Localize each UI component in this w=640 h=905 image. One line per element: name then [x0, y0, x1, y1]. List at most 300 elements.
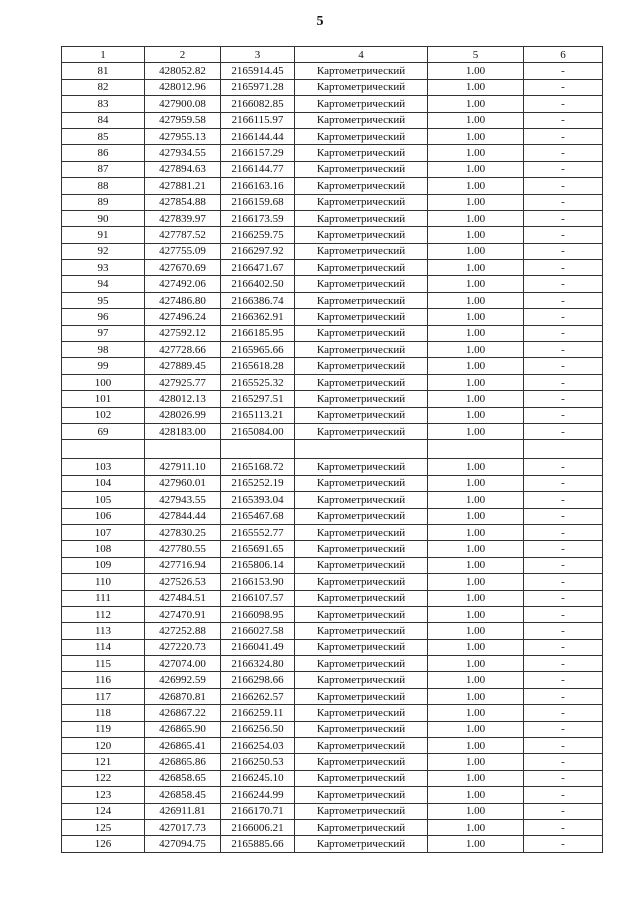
table-cell: -	[524, 112, 603, 128]
table-cell: 2166144.44	[221, 128, 295, 144]
table-row	[62, 688, 603, 704]
table-cell: -	[524, 260, 603, 276]
column-header: 4	[295, 47, 428, 63]
table-cell: 2166254.03	[221, 738, 295, 754]
table-cell: Картометрический	[295, 492, 428, 508]
table-cell: Картометрический	[295, 96, 428, 112]
table-cell	[295, 440, 428, 459]
table-cell: 2166324.80	[221, 656, 295, 672]
table-cell: 2166159.68	[221, 194, 295, 210]
table-cell: 1.00	[428, 325, 524, 341]
table-row	[62, 705, 603, 721]
table-row	[62, 210, 603, 226]
table-cell: 1.00	[428, 639, 524, 655]
table-cell: 427894.63	[145, 161, 221, 177]
table-cell: Картометрический	[295, 276, 428, 292]
table-cell: Картометрический	[295, 606, 428, 622]
table-cell: 1.00	[428, 391, 524, 407]
table-cell: -	[524, 721, 603, 737]
table-cell: 88	[62, 178, 145, 194]
table-cell: 1.00	[428, 606, 524, 622]
column-header: 1	[62, 47, 145, 63]
table-cell: 426858.45	[145, 787, 221, 803]
table-cell: 427844.44	[145, 508, 221, 524]
table-cell: Картометрический	[295, 705, 428, 721]
table-cell: Картометрический	[295, 754, 428, 770]
table-cell: 2165525.32	[221, 374, 295, 390]
table-cell: Картометрический	[295, 161, 428, 177]
table-cell	[428, 440, 524, 459]
table-cell: -	[524, 557, 603, 573]
table-row	[62, 112, 603, 128]
table-cell: 2166259.75	[221, 227, 295, 243]
table-cell: Картометрический	[295, 508, 428, 524]
table-cell: Картометрический	[295, 524, 428, 540]
table-cell: 2166362.91	[221, 309, 295, 325]
table-cell: 427830.25	[145, 524, 221, 540]
table-cell: Картометрический	[295, 836, 428, 852]
table-cell: 2165806.14	[221, 557, 295, 573]
table-cell: 1.00	[428, 688, 524, 704]
table-cell: 1.00	[428, 112, 524, 128]
table-cell: 104	[62, 475, 145, 491]
table-row	[62, 276, 603, 292]
table-cell: 1.00	[428, 423, 524, 439]
table-cell: 1.00	[428, 738, 524, 754]
table-row	[62, 128, 603, 144]
table-cell: 1.00	[428, 210, 524, 226]
table-row	[62, 358, 603, 374]
table-row	[62, 787, 603, 803]
table-cell: 82	[62, 79, 145, 95]
table-cell: 1.00	[428, 557, 524, 573]
table-cell: 2166163.16	[221, 178, 295, 194]
table-cell: -	[524, 672, 603, 688]
table-row	[62, 508, 603, 524]
table-cell: 427787.52	[145, 227, 221, 243]
table-cell: 1.00	[428, 524, 524, 540]
table-cell: 92	[62, 243, 145, 259]
table-cell: 2166170.71	[221, 803, 295, 819]
table-cell: 118	[62, 705, 145, 721]
table-cell: Картометрический	[295, 541, 428, 557]
table-cell: Картометрический	[295, 672, 428, 688]
table-cell: 2165084.00	[221, 423, 295, 439]
table-row	[62, 325, 603, 341]
table-row	[62, 819, 603, 835]
table-cell: Картометрический	[295, 475, 428, 491]
table-cell: Картометрический	[295, 656, 428, 672]
table-cell: -	[524, 128, 603, 144]
table-cell: 1.00	[428, 407, 524, 423]
table-cell: -	[524, 606, 603, 622]
table-cell: 2165885.66	[221, 836, 295, 852]
table-row	[62, 738, 603, 754]
table-cell: Картометрический	[295, 557, 428, 573]
table-cell: 427017.73	[145, 819, 221, 835]
table-cell: -	[524, 325, 603, 341]
table-cell: 2165691.65	[221, 541, 295, 557]
table-cell: Картометрический	[295, 260, 428, 276]
table-cell: 2165467.68	[221, 508, 295, 524]
table-cell: 124	[62, 803, 145, 819]
table-cell: 106	[62, 508, 145, 524]
table-cell: 126	[62, 836, 145, 852]
table-cell: 1.00	[428, 227, 524, 243]
table-cell: Картометрический	[295, 63, 428, 79]
coordinates-table	[61, 46, 603, 853]
table-cell: -	[524, 705, 603, 721]
table-cell: 1.00	[428, 79, 524, 95]
table-cell: 427780.55	[145, 541, 221, 557]
table-row	[62, 309, 603, 325]
table-cell: -	[524, 787, 603, 803]
table-row	[62, 342, 603, 358]
table-cell: -	[524, 836, 603, 852]
table-cell: 2165252.19	[221, 475, 295, 491]
table-cell: -	[524, 342, 603, 358]
table-cell: Картометрический	[295, 325, 428, 341]
table-cell: -	[524, 524, 603, 540]
table-header-row	[62, 47, 603, 63]
table-cell: Картометрический	[295, 227, 428, 243]
table-cell: -	[524, 309, 603, 325]
table-cell: -	[524, 63, 603, 79]
table-cell: 1.00	[428, 803, 524, 819]
table-cell: 1.00	[428, 770, 524, 786]
table-row	[62, 407, 603, 423]
table-cell: 1.00	[428, 459, 524, 475]
table-cell: 427470.91	[145, 606, 221, 622]
table-cell: 1.00	[428, 508, 524, 524]
table-cell: 101	[62, 391, 145, 407]
table-row	[62, 260, 603, 276]
table-cell: 2166006.21	[221, 819, 295, 835]
table-cell: -	[524, 276, 603, 292]
table-cell: 426992.59	[145, 672, 221, 688]
table-cell: 427496.24	[145, 309, 221, 325]
table-row	[62, 423, 603, 439]
table-cell: 83	[62, 96, 145, 112]
table-cell: 120	[62, 738, 145, 754]
table-row	[62, 606, 603, 622]
table-cell: 426865.86	[145, 754, 221, 770]
table-cell: 427492.06	[145, 276, 221, 292]
table-cell: Картометрический	[295, 391, 428, 407]
table-cell: 113	[62, 623, 145, 639]
table-cell: 1.00	[428, 705, 524, 721]
table-row	[62, 227, 603, 243]
table-row	[62, 374, 603, 390]
table-cell: -	[524, 656, 603, 672]
table-cell: 103	[62, 459, 145, 475]
table-cell: 428052.82	[145, 63, 221, 79]
table-cell: 1.00	[428, 243, 524, 259]
table-cell: -	[524, 292, 603, 308]
table-cell: Картометрический	[295, 423, 428, 439]
table-cell: 427486.80	[145, 292, 221, 308]
table-cell: 2166262.57	[221, 688, 295, 704]
table-cell: -	[524, 754, 603, 770]
table-cell: 428026.99	[145, 407, 221, 423]
table-cell: -	[524, 178, 603, 194]
table-cell: Картометрический	[295, 721, 428, 737]
table-cell: -	[524, 541, 603, 557]
table-cell: 1.00	[428, 787, 524, 803]
table-cell: Картометрический	[295, 819, 428, 835]
table-cell: 427960.01	[145, 475, 221, 491]
table-cell: -	[524, 574, 603, 590]
table-cell: 69	[62, 423, 145, 439]
table-cell: 1.00	[428, 178, 524, 194]
table-cell: 2166244.99	[221, 787, 295, 803]
table-cell: 2165914.45	[221, 63, 295, 79]
table-cell: 2166256.50	[221, 721, 295, 737]
table-cell	[62, 440, 145, 459]
table-cell: -	[524, 688, 603, 704]
table-cell: 427755.09	[145, 243, 221, 259]
table-cell: 1.00	[428, 194, 524, 210]
table-cell: Картометрический	[295, 590, 428, 606]
table-cell: 2166250.53	[221, 754, 295, 770]
table-cell: 115	[62, 656, 145, 672]
table-cell: 98	[62, 342, 145, 358]
table-cell: 84	[62, 112, 145, 128]
table-cell: Картометрический	[295, 128, 428, 144]
table-cell: 427889.45	[145, 358, 221, 374]
table-row	[62, 541, 603, 557]
table-cell: 107	[62, 524, 145, 540]
table-cell: -	[524, 79, 603, 95]
table-cell: 2166471.67	[221, 260, 295, 276]
table-cell: Картометрический	[295, 688, 428, 704]
table-cell: 1.00	[428, 342, 524, 358]
table-cell: 94	[62, 276, 145, 292]
table-cell: 1.00	[428, 96, 524, 112]
table-cell: 1.00	[428, 492, 524, 508]
table-cell: -	[524, 639, 603, 655]
table-row	[62, 590, 603, 606]
table-cell: -	[524, 243, 603, 259]
table-cell: -	[524, 407, 603, 423]
table-cell: 426867.22	[145, 705, 221, 721]
table-row	[62, 63, 603, 79]
table-cell: Картометрический	[295, 374, 428, 390]
table-cell: 1.00	[428, 836, 524, 852]
table-cell: 1.00	[428, 358, 524, 374]
table-cell: 1.00	[428, 63, 524, 79]
table-cell: 2166297.92	[221, 243, 295, 259]
table-cell: 1.00	[428, 475, 524, 491]
table-cell: -	[524, 145, 603, 161]
table-cell: 2166173.59	[221, 210, 295, 226]
table-row	[62, 194, 603, 210]
table-cell: 426865.90	[145, 721, 221, 737]
table-cell: 105	[62, 492, 145, 508]
column-header: 5	[428, 47, 524, 63]
table-cell: 427943.55	[145, 492, 221, 508]
table-cell: -	[524, 227, 603, 243]
table-cell: -	[524, 161, 603, 177]
table-cell: 2166259.11	[221, 705, 295, 721]
table-cell: -	[524, 492, 603, 508]
table-cell: Картометрический	[295, 243, 428, 259]
table-cell: 428012.96	[145, 79, 221, 95]
table-cell: -	[524, 210, 603, 226]
table-cell: Картометрический	[295, 358, 428, 374]
table-cell: 1.00	[428, 292, 524, 308]
table-cell: Картометрический	[295, 292, 428, 308]
table-row	[62, 803, 603, 819]
table-cell: 2166157.29	[221, 145, 295, 161]
table-cell: 89	[62, 194, 145, 210]
table-cell: 427881.21	[145, 178, 221, 194]
table-row	[62, 836, 603, 852]
table-cell: 1.00	[428, 260, 524, 276]
table-cell: 427526.53	[145, 574, 221, 590]
table-cell: 119	[62, 721, 145, 737]
column-header: 3	[221, 47, 295, 63]
table-cell: 1.00	[428, 145, 524, 161]
table-row	[62, 672, 603, 688]
table-cell: Картометрический	[295, 787, 428, 803]
table-cell: Картометрический	[295, 145, 428, 161]
table-cell: 2166402.50	[221, 276, 295, 292]
table-cell: 2165965.66	[221, 342, 295, 358]
table-cell: 426858.65	[145, 770, 221, 786]
table-cell: 108	[62, 541, 145, 557]
table-cell: 1.00	[428, 128, 524, 144]
table-cell: 2165168.72	[221, 459, 295, 475]
table-cell: -	[524, 391, 603, 407]
column-header: 6	[524, 47, 603, 63]
table-cell: 2166082.85	[221, 96, 295, 112]
table-cell: 1.00	[428, 590, 524, 606]
table-cell: 2166027.58	[221, 623, 295, 639]
table-cell: 99	[62, 358, 145, 374]
table-row	[62, 557, 603, 573]
table-cell: 122	[62, 770, 145, 786]
table-cell: 426911.81	[145, 803, 221, 819]
table-cell: 427220.73	[145, 639, 221, 655]
table-cell: 1.00	[428, 574, 524, 590]
table-cell: 2165297.51	[221, 391, 295, 407]
table-cell: 1.00	[428, 656, 524, 672]
table-cell: -	[524, 358, 603, 374]
table-cell: 2165393.04	[221, 492, 295, 508]
table-cell: -	[524, 459, 603, 475]
table-row	[62, 754, 603, 770]
column-header: 2	[145, 47, 221, 63]
table-cell: 2166144.77	[221, 161, 295, 177]
table-row	[62, 161, 603, 177]
table-cell: 1.00	[428, 374, 524, 390]
table-cell: -	[524, 623, 603, 639]
table-cell: 97	[62, 325, 145, 341]
table-row	[62, 623, 603, 639]
table-cell: 427900.08	[145, 96, 221, 112]
table-cell: Картометрический	[295, 770, 428, 786]
table-cell: 2165552.77	[221, 524, 295, 540]
table-cell: Картометрический	[295, 210, 428, 226]
table-cell: 428183.00	[145, 423, 221, 439]
table-cell: 427839.97	[145, 210, 221, 226]
table-cell: 1.00	[428, 541, 524, 557]
table-cell: 427959.58	[145, 112, 221, 128]
table-cell: 2166098.95	[221, 606, 295, 622]
table-row	[62, 440, 603, 459]
table-cell: 427074.00	[145, 656, 221, 672]
table-cell: 91	[62, 227, 145, 243]
table-cell: 1.00	[428, 672, 524, 688]
table-cell: 96	[62, 309, 145, 325]
table-cell: 427925.77	[145, 374, 221, 390]
table-cell: 2166115.97	[221, 112, 295, 128]
table-cell	[145, 440, 221, 459]
table-cell: 2166298.66	[221, 672, 295, 688]
table-cell: 427934.55	[145, 145, 221, 161]
table-cell: 116	[62, 672, 145, 688]
table-cell: 2166185.95	[221, 325, 295, 341]
table-row	[62, 79, 603, 95]
table-cell: -	[524, 738, 603, 754]
table-cell: 123	[62, 787, 145, 803]
table-cell: 102	[62, 407, 145, 423]
table-cell: 427854.88	[145, 194, 221, 210]
table-cell: Картометрический	[295, 803, 428, 819]
table-row	[62, 524, 603, 540]
table-cell	[524, 440, 603, 459]
table-cell: -	[524, 803, 603, 819]
table-cell: 427911.10	[145, 459, 221, 475]
table-cell: -	[524, 508, 603, 524]
table-cell: Картометрический	[295, 639, 428, 655]
table-cell: 1.00	[428, 309, 524, 325]
table-cell: -	[524, 96, 603, 112]
table-cell: 1.00	[428, 276, 524, 292]
table-cell: 86	[62, 145, 145, 161]
table-cell: -	[524, 475, 603, 491]
table-row	[62, 721, 603, 737]
table-row	[62, 292, 603, 308]
table-cell: 427252.88	[145, 623, 221, 639]
table-row	[62, 145, 603, 161]
table-cell: 2165113.21	[221, 407, 295, 423]
table-row	[62, 243, 603, 259]
table-cell: 426870.81	[145, 688, 221, 704]
table-cell: 2166107.57	[221, 590, 295, 606]
table-cell: 109	[62, 557, 145, 573]
table-cell: -	[524, 194, 603, 210]
table-cell: 427728.66	[145, 342, 221, 358]
table-cell: Картометрический	[295, 574, 428, 590]
table-cell: 110	[62, 574, 145, 590]
table-cell: 427716.94	[145, 557, 221, 573]
table-cell: 85	[62, 128, 145, 144]
table-body	[62, 63, 603, 852]
table-cell: -	[524, 374, 603, 390]
table-cell: 125	[62, 819, 145, 835]
table-cell: Картометрический	[295, 178, 428, 194]
table-row	[62, 770, 603, 786]
table-row	[62, 656, 603, 672]
table-cell: 426865.41	[145, 738, 221, 754]
table-cell: Картометрический	[295, 623, 428, 639]
table-cell: Картометрический	[295, 194, 428, 210]
table-row	[62, 178, 603, 194]
table-cell: 114	[62, 639, 145, 655]
table-cell: -	[524, 819, 603, 835]
